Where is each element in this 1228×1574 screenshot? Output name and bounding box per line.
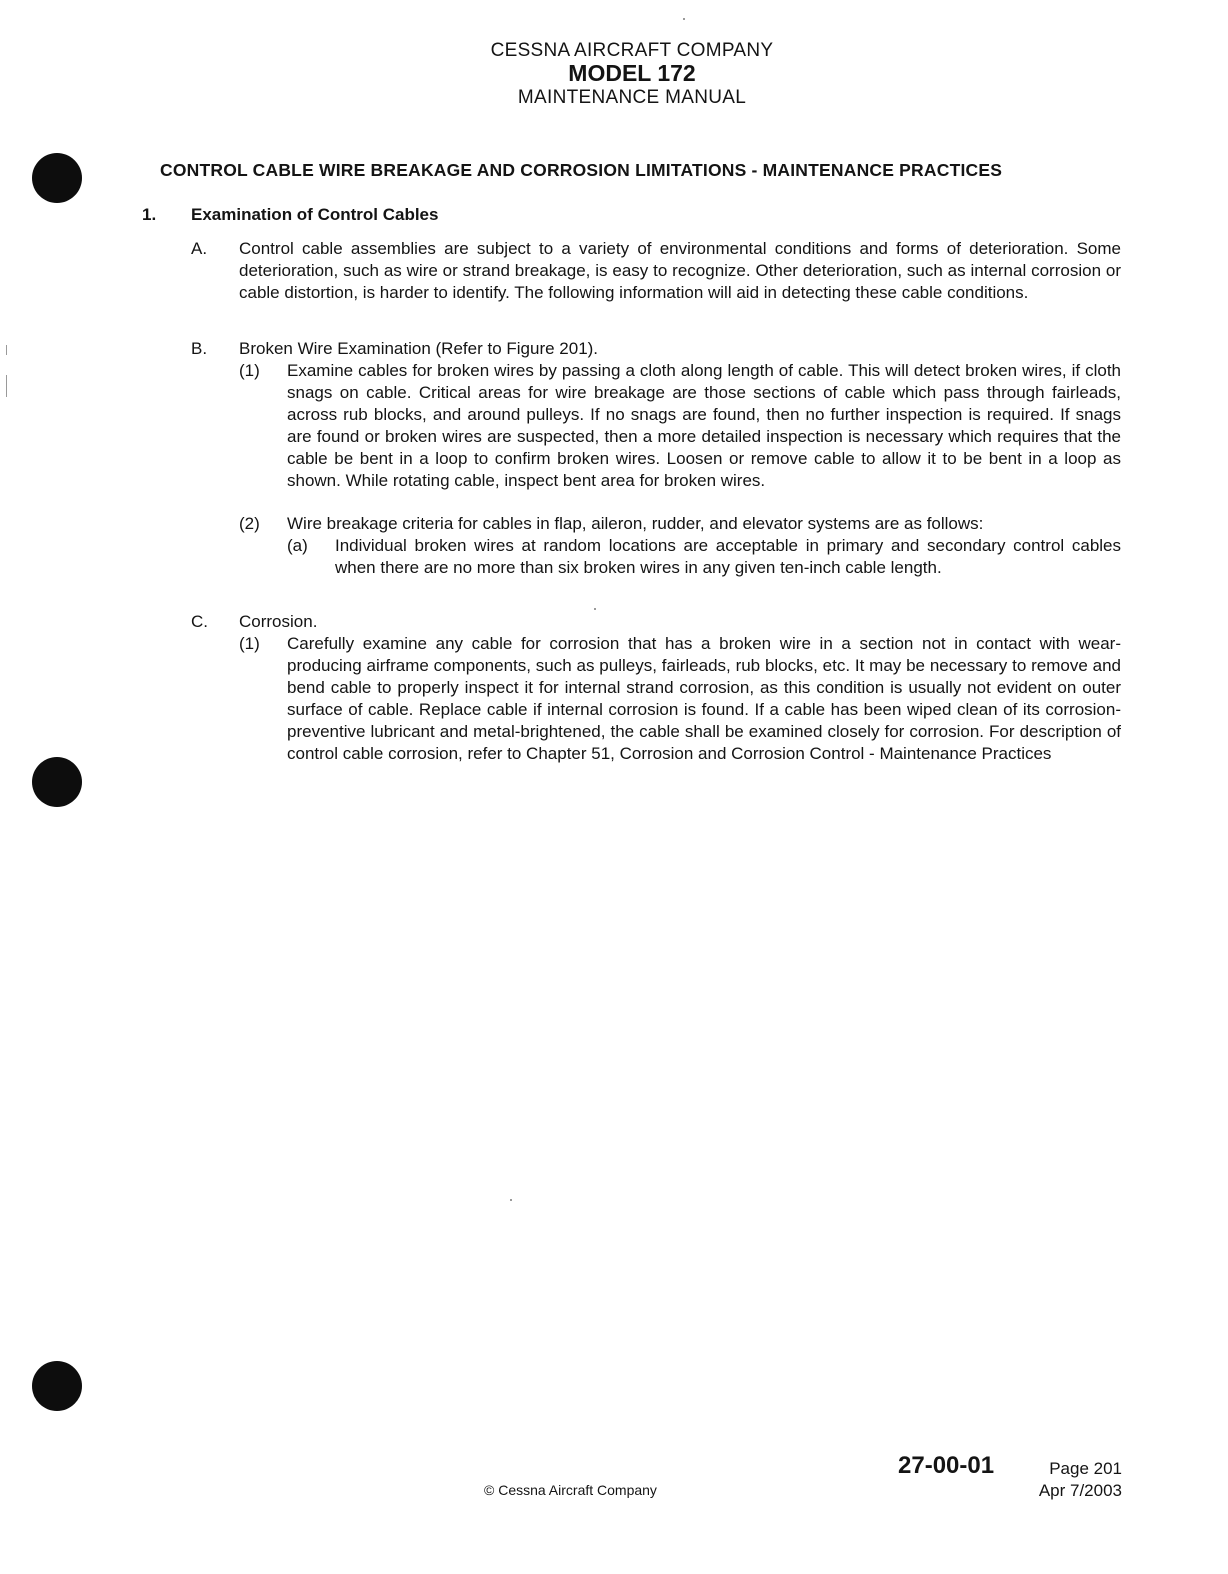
punch-hole-middle bbox=[32, 757, 82, 807]
scan-speck bbox=[6, 345, 7, 355]
item-c1-text: Carefully examine any cable for corrosion that has a broken wire in a section not in contact with wear-producing airframe components, such as pulleys, fairleads, rub blocks, etc. It may be necessary to remove and bend cable to properly inspect it for internal strand corrosion, as this condition is usually not evident on outer surface of cable. Replace cable if internal corrosion is found. If a cable has been wiped clean of its corrosion-preventive lubricant and metal-brightened, the cable shall be examined closely for corrosion. For description of control cable corrosion, refer to Chapter 51, Corrosion and Corrosion Control - Maintenance Practices bbox=[287, 634, 1121, 763]
item-a-text: Control cable assemblies are subject to a variety of environmental conditions and forms of deterioration. Some deterioration, such as wire or strand breakage, is easy to recognize. Other deterioration, such as internal corrosion or cable distortion, is harder to identify. The following information will aid in detecting these cable conditions. bbox=[239, 239, 1121, 302]
item-b1-text: Examine cables for broken wires by passing a cloth along length of cable. This will detect broken wires, if cloth snags on cable. Critical areas for wire breakage are those sections of cable which pass through fairleads, across rub blocks, and around pulleys. If no snags are found, then no further inspection is required. If snags are found or broken wires are suspected, then a more detailed inspection is necessary which requires that the cable be bent in a loop to confirm broken wires. Loosen or remove cable to allow it to be bent in a loop as shown. While rotating cable, inspect bent area for broken wires. bbox=[287, 361, 1121, 490]
section-title: CONTROL CABLE WIRE BREAKAGE AND CORROSION LIMITATIONS - MAINTENANCE PRACTICES bbox=[160, 160, 1003, 180]
item-b-text: Broken Wire Examination (Refer to Figure 201). bbox=[239, 339, 599, 358]
item-b-label: B. bbox=[191, 339, 208, 358]
item-c-label: C. bbox=[191, 612, 208, 631]
document-header bbox=[0, 40, 1228, 108]
item-c1-label: (1) bbox=[239, 634, 260, 653]
manual-title: MAINTENANCE MANUAL bbox=[517, 87, 747, 109]
item-b2a-label: (a) bbox=[287, 536, 308, 555]
item-a-label: A. bbox=[191, 239, 208, 258]
revision-date: Apr 7/2003 bbox=[1038, 1481, 1122, 1500]
item-b2a-text: Individual broken wires at random locations are acceptable in primary and secondary control cables when there are no more than six broken wires in any given ten-inch cable length. bbox=[335, 536, 1121, 577]
item-b2-label: (2) bbox=[239, 514, 260, 533]
item-b1-label: (1) bbox=[239, 361, 260, 380]
punch-hole-bottom bbox=[32, 1361, 82, 1411]
scan-speck bbox=[6, 375, 7, 397]
company-name: CESSNA AIRCRAFT COMPANY bbox=[490, 40, 774, 61]
scan-speck bbox=[594, 608, 596, 610]
punch-hole-top bbox=[32, 153, 82, 203]
model-name: MODEL 172 bbox=[568, 60, 696, 87]
document-code: 27-00-01 bbox=[898, 1452, 995, 1479]
scan-speck bbox=[683, 18, 685, 20]
page-number: Page 201 bbox=[1049, 1459, 1122, 1478]
step-number: 1. bbox=[142, 205, 157, 224]
page-info bbox=[1039, 1458, 1122, 1502]
copyright-notice: © Cessna Aircraft Company bbox=[484, 1482, 657, 1498]
scan-speck bbox=[510, 1199, 512, 1201]
step-title: Examination of Control Cables bbox=[191, 205, 439, 224]
item-b2-text: Wire breakage criteria for cables in flap, aileron, rudder, and elevator systems are as follows: bbox=[287, 514, 984, 533]
item-c-text: Corrosion. bbox=[239, 612, 318, 631]
